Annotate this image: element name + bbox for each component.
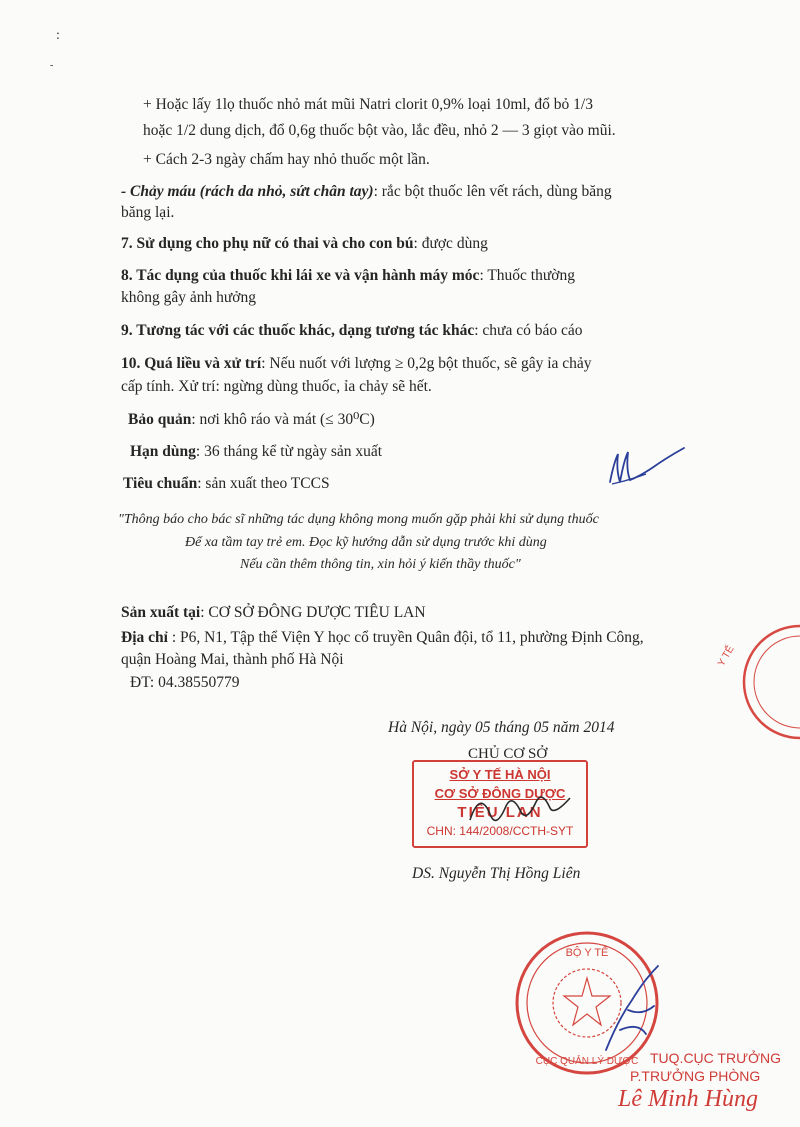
- bleeding-line-cont: băng lại.: [121, 204, 175, 221]
- stamp-line-3: TIÊU LAN: [457, 804, 543, 821]
- address-label: Địa chỉ: [121, 629, 168, 646]
- standard-line: [123, 474, 330, 494]
- address-cont: quận Hoàng Mai, thành phố Hà Nội: [121, 651, 344, 668]
- initials-signature-icon: [600, 440, 690, 500]
- margin-mark-colon: :: [56, 28, 60, 43]
- section-8-text: : Thuốc thường: [479, 267, 575, 284]
- stamp-line-2: CƠ SỞ ĐÔNG DƯỢC: [434, 786, 566, 801]
- section-8-cont: không gây ảnh hưởng: [121, 289, 256, 306]
- owner-signature-icon: [450, 780, 600, 840]
- manufacturer-label: Sản xuất tại: [121, 604, 201, 621]
- section-7: [121, 234, 488, 254]
- section-10-label: 10. Quá liều và xử trí: [121, 355, 262, 372]
- partial-seal-icon: [705, 622, 800, 742]
- stamp-line-4: CHN: 144/2008/CCTH-SYT: [426, 824, 574, 838]
- section-7-label: 7. Sử dụng cho phụ nữ có thai và cho con bú: [121, 235, 414, 252]
- approval-signature-name: Lê Minh Hùng: [618, 1086, 758, 1112]
- approval-line-1: TUQ.CỤC TRƯỞNG: [650, 1050, 782, 1066]
- notice-line-3: Nếu cần thêm thông tin, xin hỏi ý kiến thầy thuốc": [240, 557, 521, 572]
- phone-line: ĐT: 04.38550779: [130, 674, 240, 691]
- seal-text-bottom: CỤC QUẢN LÝ DƯỢC: [535, 1056, 639, 1067]
- usage-line-1: + Hoặc lấy 1lọ thuốc nhỏ mát mũi Natri clorit 0,9% loại 10ml, đổ bỏ 1/3: [143, 96, 593, 113]
- storage-line: [128, 410, 375, 430]
- address-line: [121, 628, 644, 648]
- bleeding-text: : rắc bột thuốc lên vết rách, dùng băng: [373, 183, 612, 200]
- section-9-text: : chưa có báo cáo: [474, 322, 583, 339]
- margin-mark-dash: -: [50, 60, 54, 71]
- storage-label: Bảo quản: [128, 411, 192, 428]
- signature-title: CHỦ CƠ SỞ: [468, 746, 548, 762]
- section-9-label: 9. Tương tác với các thuốc khác, dạng tương tác khác: [121, 322, 475, 339]
- section-10-text: : Nếu nuốt với lượng ≥ 0,2g bột thuốc, sẽ gây ỉa chảy: [261, 355, 592, 372]
- section-8: [121, 266, 575, 286]
- section-10: [121, 354, 592, 374]
- section-9: [121, 321, 582, 341]
- stamp-line-1: SỞ Y TẾ HÀ NỘI: [449, 767, 551, 782]
- usage-line-2: hoặc 1/2 dung dịch, đổ 0,6g thuốc bột vào, lắc đều, nhỏ 2 — 3 giọt vào mũi.: [143, 122, 616, 139]
- storage-text: : nơi khô ráo và mát (≤ 30⁰C): [191, 411, 375, 428]
- seal-text-top: BỘ Y TẾ: [565, 947, 609, 959]
- signer-name: DS. Nguyễn Thị Hồng Liên: [412, 865, 581, 882]
- signature-date: Hà Nội, ngày 05 tháng 05 năm 2014: [388, 719, 615, 736]
- expiry-label: Hạn dùng: [130, 443, 196, 460]
- expiry-line: [130, 442, 382, 462]
- section-7-text: : được dùng: [413, 235, 488, 252]
- manufacturer-text: : CƠ SỞ ĐÔNG DƯỢC TIÊU LAN: [200, 604, 426, 621]
- standard-text: : sản xuất theo TCCS: [197, 475, 330, 492]
- address-text: : P6, N1, Tập thể Viện Y học cổ truyền Quân đội, tổ 11, phường Định Công,: [167, 629, 644, 646]
- expiry-text: : 36 tháng kể từ ngày sản xuất: [195, 443, 383, 460]
- notice-line-1: "Thông báo cho bác sĩ những tác dụng không mong muốn gặp phải khi sử dụng thuốc: [118, 512, 599, 527]
- approval-signature-icon: [598, 960, 668, 1060]
- notice-line-2: Để xa tầm tay trẻ em. Đọc kỹ hướng dẫn sử dụng trước khi dùng: [185, 535, 547, 550]
- usage-line-3: + Cách 2-3 ngày chấm hay nhỏ thuốc một lần.: [143, 151, 430, 168]
- section-8-label: 8. Tác dụng của thuốc khi lái xe và vận hành máy móc: [121, 267, 480, 284]
- bleeding-label: - Chảy máu (rách da nhỏ, sứt chân tay): [121, 183, 374, 200]
- section-10-cont: cấp tính. Xử trí: ngừng dùng thuốc, ỉa chảy sẽ hết.: [121, 378, 432, 395]
- bleeding-line: [121, 182, 612, 202]
- svg-text:Y TẾ: Y TẾ: [716, 644, 737, 669]
- approval-line-2: P.TRƯỞNG PHÒNG: [630, 1068, 761, 1084]
- standard-label: Tiêu chuẩn: [123, 475, 198, 492]
- manufacturer-line: [121, 603, 426, 623]
